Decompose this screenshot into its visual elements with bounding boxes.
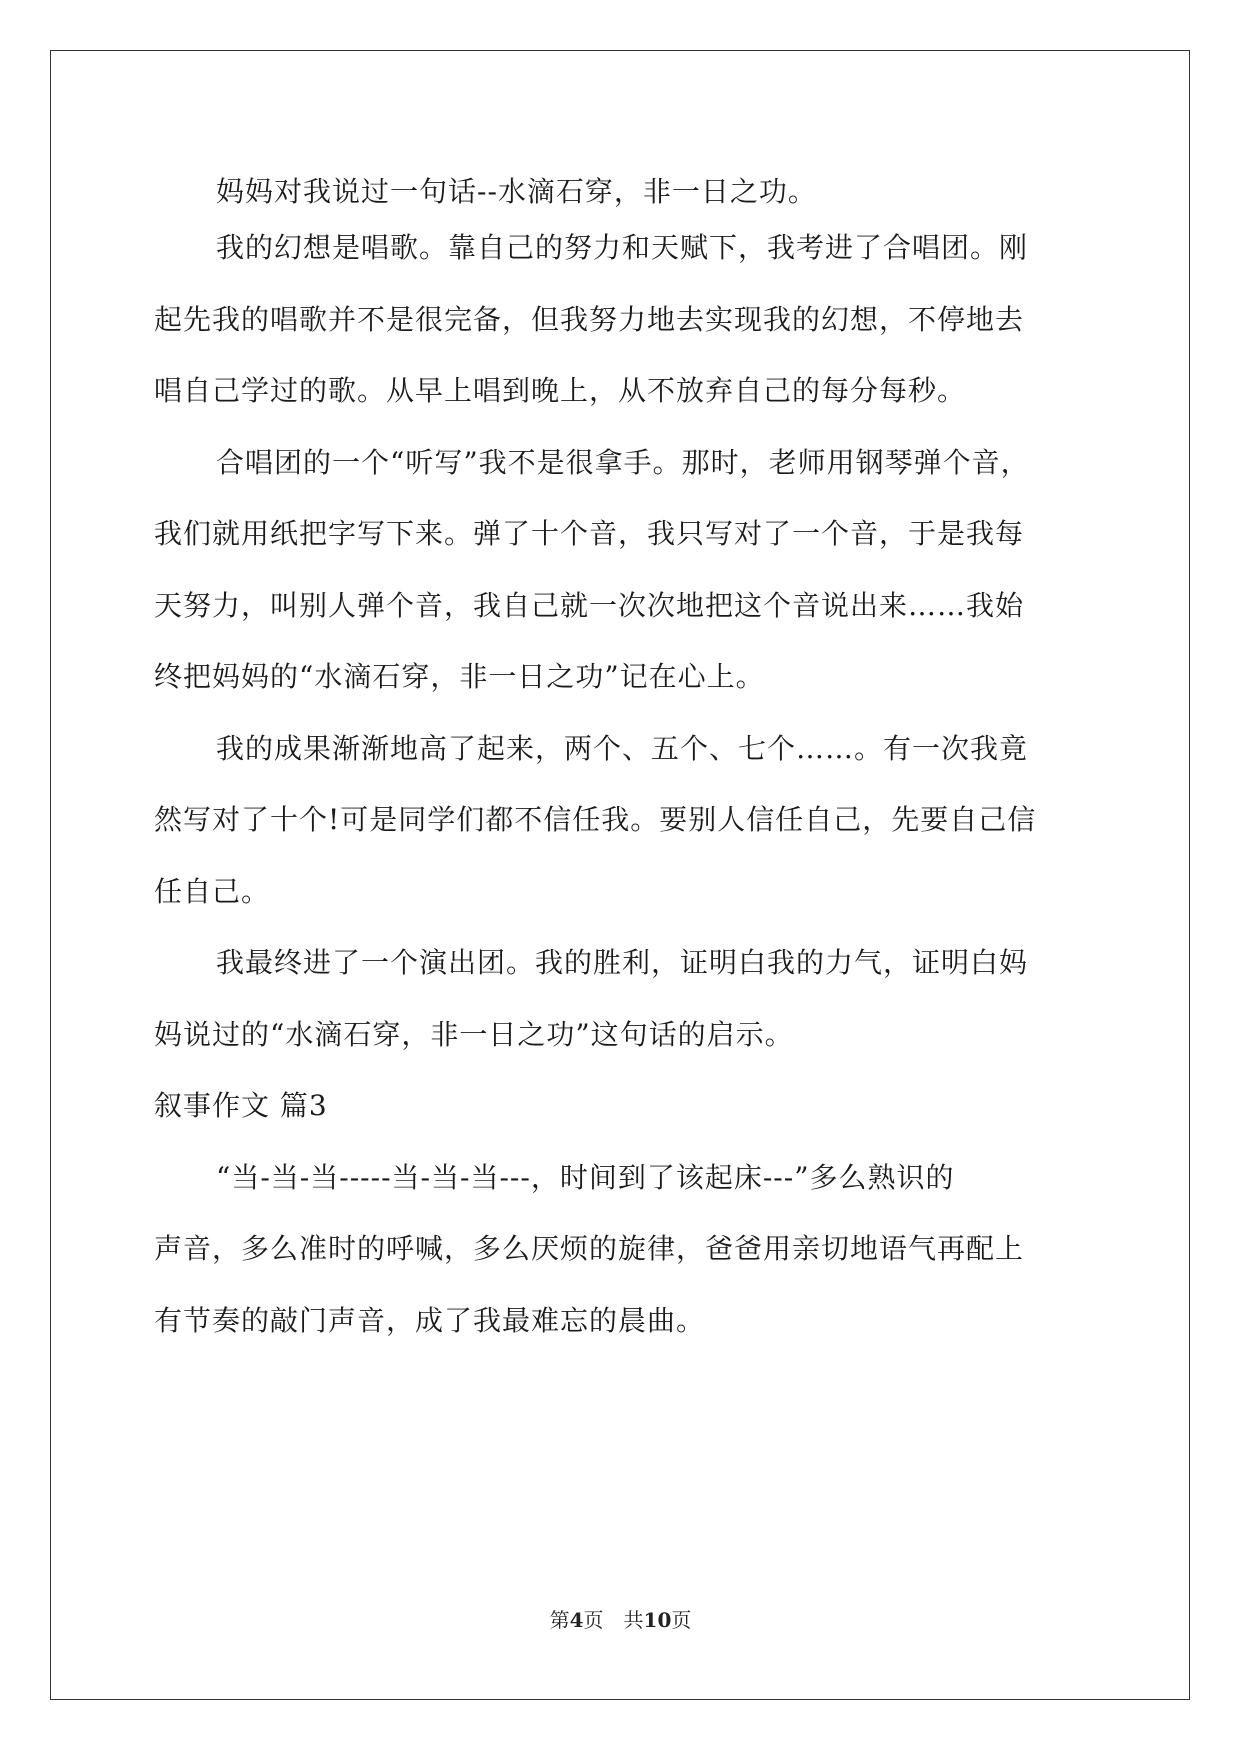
- paragraph-line: 我的成果渐渐地高了起来，两个、五个、七个……。有一次我竟: [216, 732, 1029, 765]
- page-footer: [0, 1606, 1241, 1634]
- paragraph-line: 我最终进了一个演出团。我的胜利，证明白我的力气，证明白妈: [216, 946, 1029, 979]
- paragraph-line: 妈妈对我说过一句话--水滴石穿，非一日之功。: [216, 175, 817, 208]
- footer-page-number: 4: [569, 1608, 584, 1632]
- paragraph-line: 起先我的唱歌并不是很完备，但我努力地去实现我的幻想，不停地去: [154, 303, 1025, 336]
- paragraph-line: 我们就用纸把字写下来。弹了十个音，我只写对了一个音，于是我每: [154, 517, 1025, 550]
- paragraph-line: 合唱团的一个“听写”我不是很拿手。那时，老师用钢琴弹个音，: [216, 446, 1030, 479]
- paragraph-line: 天努力，叫别人弹个音，我自己就一次次地把这个音说出来……我始: [154, 589, 1025, 622]
- paragraph-line: 然写对了十个!可是同学们都不信任我。要别人信任自己，先要自己信: [154, 803, 1037, 836]
- footer-prefix: 第: [549, 1608, 570, 1632]
- footer-middle: 页 共: [583, 1608, 644, 1632]
- paragraph-line: 任自己。: [154, 875, 271, 908]
- paragraph-line: 妈说过的“水滴石穿，非一日之功”这句话的启示。: [154, 1018, 794, 1051]
- footer-total-pages: 10: [643, 1608, 672, 1632]
- paragraph-line: 唱自己学过的歌。从早上唱到晚上，从不放弃自己的每分每秒。: [154, 374, 967, 407]
- section-heading: 叙事作文 篇3: [154, 1089, 328, 1122]
- paragraph-line: 终把妈妈的“水滴石穿，非一日之功”记在心上。: [154, 660, 765, 693]
- paragraph-line: 声音，多么准时的呼喊，多么厌烦的旋律，爸爸用亲切地语气再配上: [154, 1232, 1025, 1265]
- paragraph-line: 我的幻想是唱歌。靠自己的努力和天赋下，我考进了合唱团。刚: [216, 231, 1029, 264]
- footer-suffix: 页: [671, 1608, 692, 1632]
- paragraph-line: 有节奏的敲门声音，成了我最难忘的晨曲。: [154, 1304, 706, 1337]
- paragraph-line: “当-当-当-----当-当-当---，时间到了该起床---”多么熟识的: [216, 1161, 955, 1194]
